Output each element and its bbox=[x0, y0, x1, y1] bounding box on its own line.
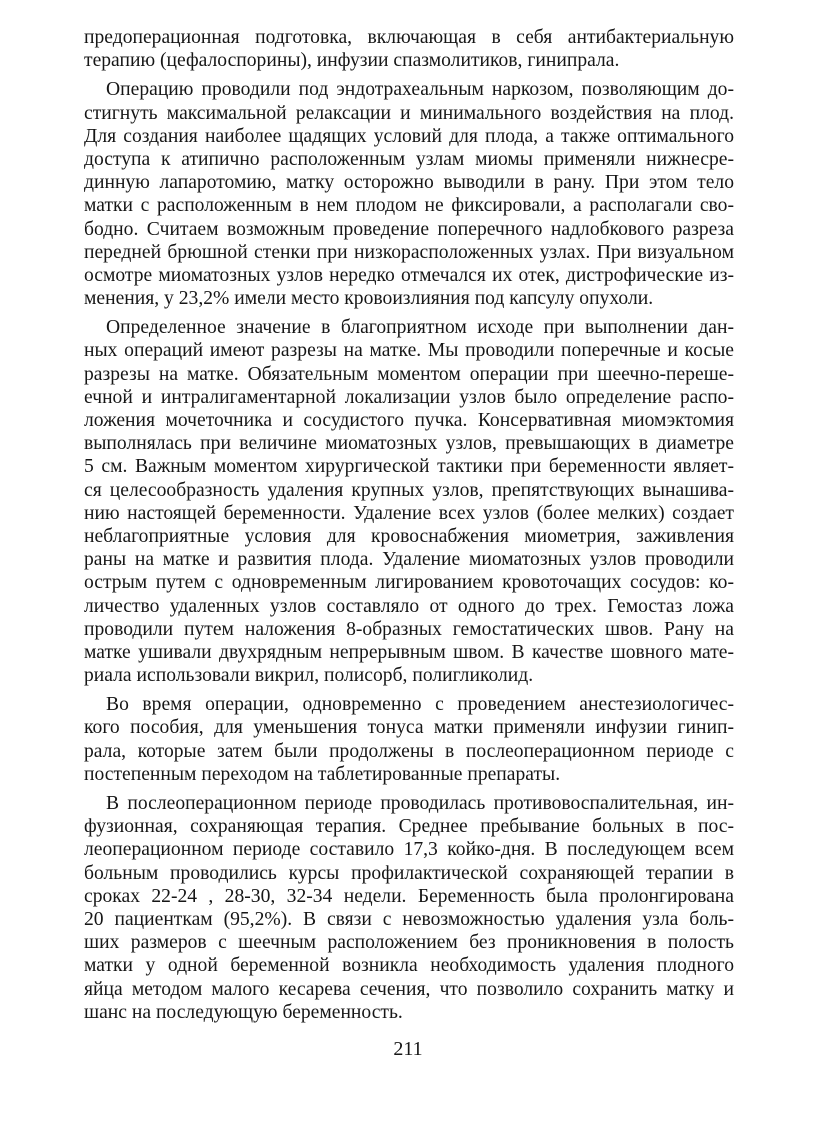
text-line: шанс на последующую беременность. bbox=[84, 1001, 403, 1023]
text-line: фузионная, сохраняющая терапия. Среднее пребывание больных в пос- bbox=[84, 816, 734, 838]
paragraph-4 bbox=[84, 693, 734, 786]
text-line: риала использовали викрил, полисорб, полигликолид. bbox=[84, 665, 534, 687]
text-line: передней брюшной стенки при низкорасположенных узлах. При визуальном bbox=[84, 241, 734, 263]
text-line: терапию (цефалоспорины), инфузии спазмолитиков, гинипрала. bbox=[84, 50, 620, 72]
text-line: осмотре миоматозных узлов нередко отмечался их отек, дистрофические из- bbox=[84, 264, 734, 286]
text-line: ных операций имеют разрезы на матке. Мы проводили поперечные и косые bbox=[84, 340, 734, 362]
paragraph-1 bbox=[84, 26, 734, 72]
text-line: менения, у 23,2% имели место кровоизлияния под капсулу опухоли. bbox=[84, 288, 654, 310]
text-line: леоперационном периоде составило 17,3 койко-дня. В последующем всем bbox=[84, 839, 734, 861]
text-line: нию настоящей беременности. Удаление всех узлов (более мелких) создает bbox=[84, 502, 734, 524]
text-line: ложения мочеточника и сосудистого пучка. Консервативная миомэктомия bbox=[84, 410, 734, 431]
page-number: 211 bbox=[393, 1038, 423, 1060]
text-line: больным проводились курсы профилактической сохраняющей терапии в bbox=[84, 862, 734, 884]
text-line: разрезы на матке. Обязательным моментом операции при шеечно-переше- bbox=[84, 363, 734, 385]
text-line: сроках 22-24 , 28-30, 32-34 недели. Беременность была пролонгирована bbox=[84, 885, 734, 907]
text-line: яйца методом малого кесарева сечения, что позволило сохранить матку и bbox=[84, 978, 734, 1000]
text-line: доступа к атипично расположенным узлам миомы применяли нижнесре- bbox=[84, 148, 734, 170]
text-line: стигнуть максимальной релаксации и минимального воздействия на плод. bbox=[84, 102, 734, 124]
text-line: Во время операции, одновременно с проведением анестезиологичес- bbox=[106, 694, 734, 716]
text-line: матки у одной беременной возникла необходимость удаления плодного bbox=[84, 955, 734, 977]
text-line: ших размеров с шеечным расположением без проникновения в полость bbox=[84, 932, 734, 954]
text-line: личество удаленных узлов составляло от одного до трех. Гемостаз ложа bbox=[84, 595, 734, 617]
text-line: В послеоперационном периоде проводилась противовоспалительная, ин- bbox=[106, 793, 734, 814]
text-line: выполнялась при величине миоматозных узлов, превышающих в диаметре bbox=[84, 433, 734, 455]
text-line: матке ушивали двухрядным непрерывным швом. В качестве шовного мате- bbox=[84, 641, 734, 663]
text-line: Операцию проводили под эндотрахеальным наркозом, позволяющим до- bbox=[106, 79, 734, 101]
text-line: проводили путем наложения 8-образных гемостатических швов. Рану на bbox=[84, 618, 734, 640]
page-body bbox=[84, 26, 734, 1024]
paragraph-5 bbox=[84, 792, 734, 1024]
text-line: предоперационная подготовка, включающая в себя антибактериальную bbox=[84, 27, 734, 48]
text-line: ечной и интралигаментарной локализации узлов было определение распо- bbox=[84, 386, 734, 408]
paragraph-2 bbox=[84, 78, 734, 310]
text-line: острым путем с одновременным лигированием кровоточащих сосудов: ко- bbox=[84, 572, 734, 594]
text-line: бодно. Считаем возможным проведение поперечного надлобкового разреза bbox=[84, 218, 734, 240]
text-line: Определенное значение в благоприятном исходе при выполнении дан- bbox=[106, 317, 734, 339]
text-line: раны на матке и развития плода. Удаление миоматозных узлов проводили bbox=[84, 549, 734, 571]
paragraph-3 bbox=[84, 316, 734, 687]
text-line: неблагоприятные условия для кровоснабжения миометрия, заживления bbox=[84, 525, 734, 547]
text-line: динную лапаротомию, матку осторожно выводили в рану. При этом тело bbox=[84, 172, 734, 194]
text-line: 20 пациенткам (95,2%). В связи с невозможностью удаления узла боль- bbox=[84, 908, 734, 930]
text-line: Для создания наиболее щадящих условий для плода, а также оптимального bbox=[84, 125, 734, 147]
text-line: матки с расположенным в нем плодом не фиксировали, а располагали сво- bbox=[84, 195, 734, 217]
text-line: ся целесообразность удаления крупных узлов, препятствующих вынашива- bbox=[84, 479, 734, 501]
text-line: кого пособия, для уменьшения тонуса матки применяли инфузии гинип- bbox=[84, 717, 734, 739]
text-line: рала, которые затем были продолжены в послеоперационном периоде с bbox=[84, 740, 734, 762]
text-line: 5 см. Важным моментом хирургической тактики при беременности являет- bbox=[84, 456, 734, 478]
text-line: постепенным переходом на таблетированные препараты. bbox=[84, 763, 561, 785]
